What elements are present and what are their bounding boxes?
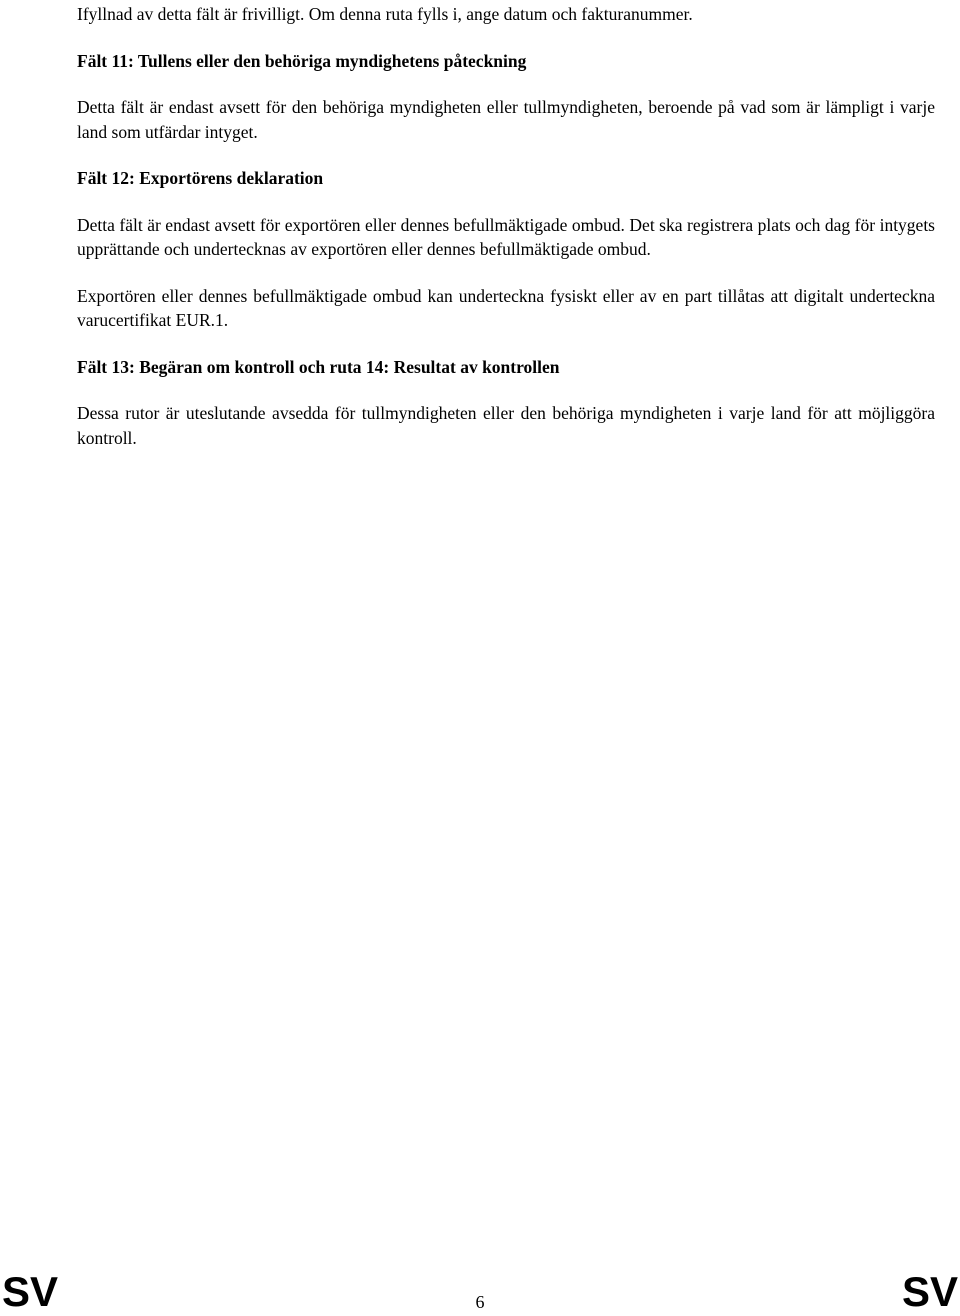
intro-paragraph: Ifyllnad av detta fält är frivilligt. Om denna ruta fylls i, ange datum och fakturanummer. (77, 4, 693, 24)
section-heading-field-13-14: Fält 13: Begäran om kontroll och ruta 14: Resultat av kontrollen (77, 356, 560, 377)
footer-language-code-left: SV (2, 1268, 59, 1315)
field-12-paragraph-2: Exportören eller dennes befullmäktigade ombud kan underteckna fysiskt eller av en part tillåtas att digitalt underteckna varucertifikat EUR.1. (77, 285, 935, 330)
page-number: 6 (475, 1292, 485, 1312)
section-heading-field-11: Fält 11: Tullens eller den behöriga myndighetens påteckning (77, 50, 527, 71)
footer-language-code-right: SV (901, 1268, 958, 1315)
field-11-paragraph: Detta fält är endast avsett för den behöriga myndigheten eller tullmyndigheten, beroende på vad som är lämpligt i varje land som utfärdar intyget. (77, 97, 935, 142)
section-heading-field-12: Fält 12: Exportörens deklaration (77, 168, 324, 188)
document-body (77, 2, 935, 450)
field-13-14-paragraph: Dessa rutor är uteslutande avsedda för tullmyndigheten eller den behöriga myndigheten i varje land för att möjliggöra kontroll. (77, 403, 935, 448)
field-12-paragraph-1: Detta fält är endast avsett för exportören eller dennes befullmäktigade ombud. Det ska registrera plats och dag för intygets upprättande och undertecknas av exportören eller dennes befullmäktigade ombud. (77, 214, 935, 259)
